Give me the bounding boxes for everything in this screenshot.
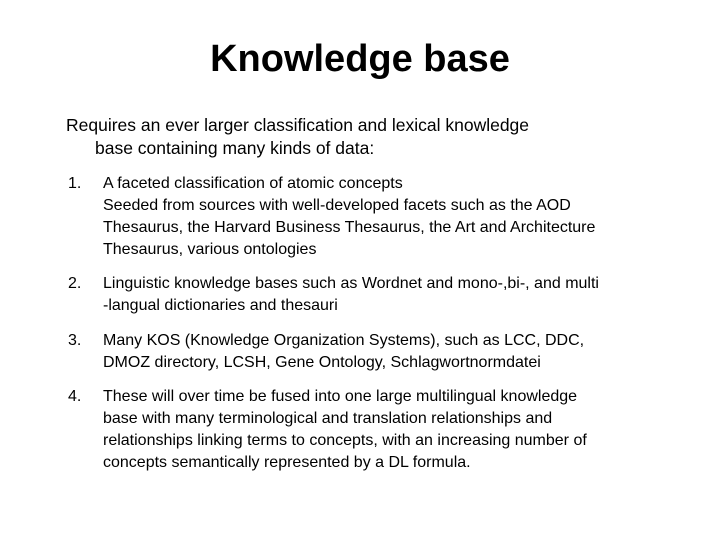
list-item-number: 4. [68,388,82,405]
intro-line-2: base containing many kinds of data: [95,138,375,158]
slide-title: Knowledge base [210,38,510,80]
list-item-number: 3. [68,332,82,349]
list-item-line: A faceted classification of atomic concepts [103,175,403,192]
list-item-line: Thesaurus, the Harvard Business Thesaurus, the Art and Architecture [103,219,596,236]
list-item-line: These will over time be fused into one large multilingual knowledge [103,388,578,405]
list-item-text [103,173,668,261]
list-item-line: Many KOS (Knowledge Organization Systems), such as LCC, DDC, [103,332,585,349]
list-item-line: Seeded from sources with well-developed facets such as the AOD [103,197,571,214]
intro-paragraph [66,114,666,160]
list-item-number: 1. [68,175,82,192]
list-item-line: base with many terminological and translation relationships and [103,410,553,427]
list-item-line: relationships linking terms to concepts, with an increasing number of [103,432,587,449]
list-item-line: Thesaurus, various ontologies [103,241,317,258]
list-item-line: -langual dictionaries and thesauri [103,297,338,314]
intro-line-1: Requires an ever larger classification and lexical knowledge [66,115,530,135]
list-item-text [103,330,668,374]
list-item-line: Linguistic knowledge bases such as Wordnet and mono-,bi-, and multi [103,275,599,292]
list-item-line: DMOZ directory, LCSH, Gene Ontology, Schlagwortnormdatei [103,354,541,371]
list-item-number: 2. [68,275,82,292]
list-item-line: concepts semantically represented by a DL formula. [103,454,471,471]
list-item-text [103,273,668,317]
list-item-text [103,386,668,474]
